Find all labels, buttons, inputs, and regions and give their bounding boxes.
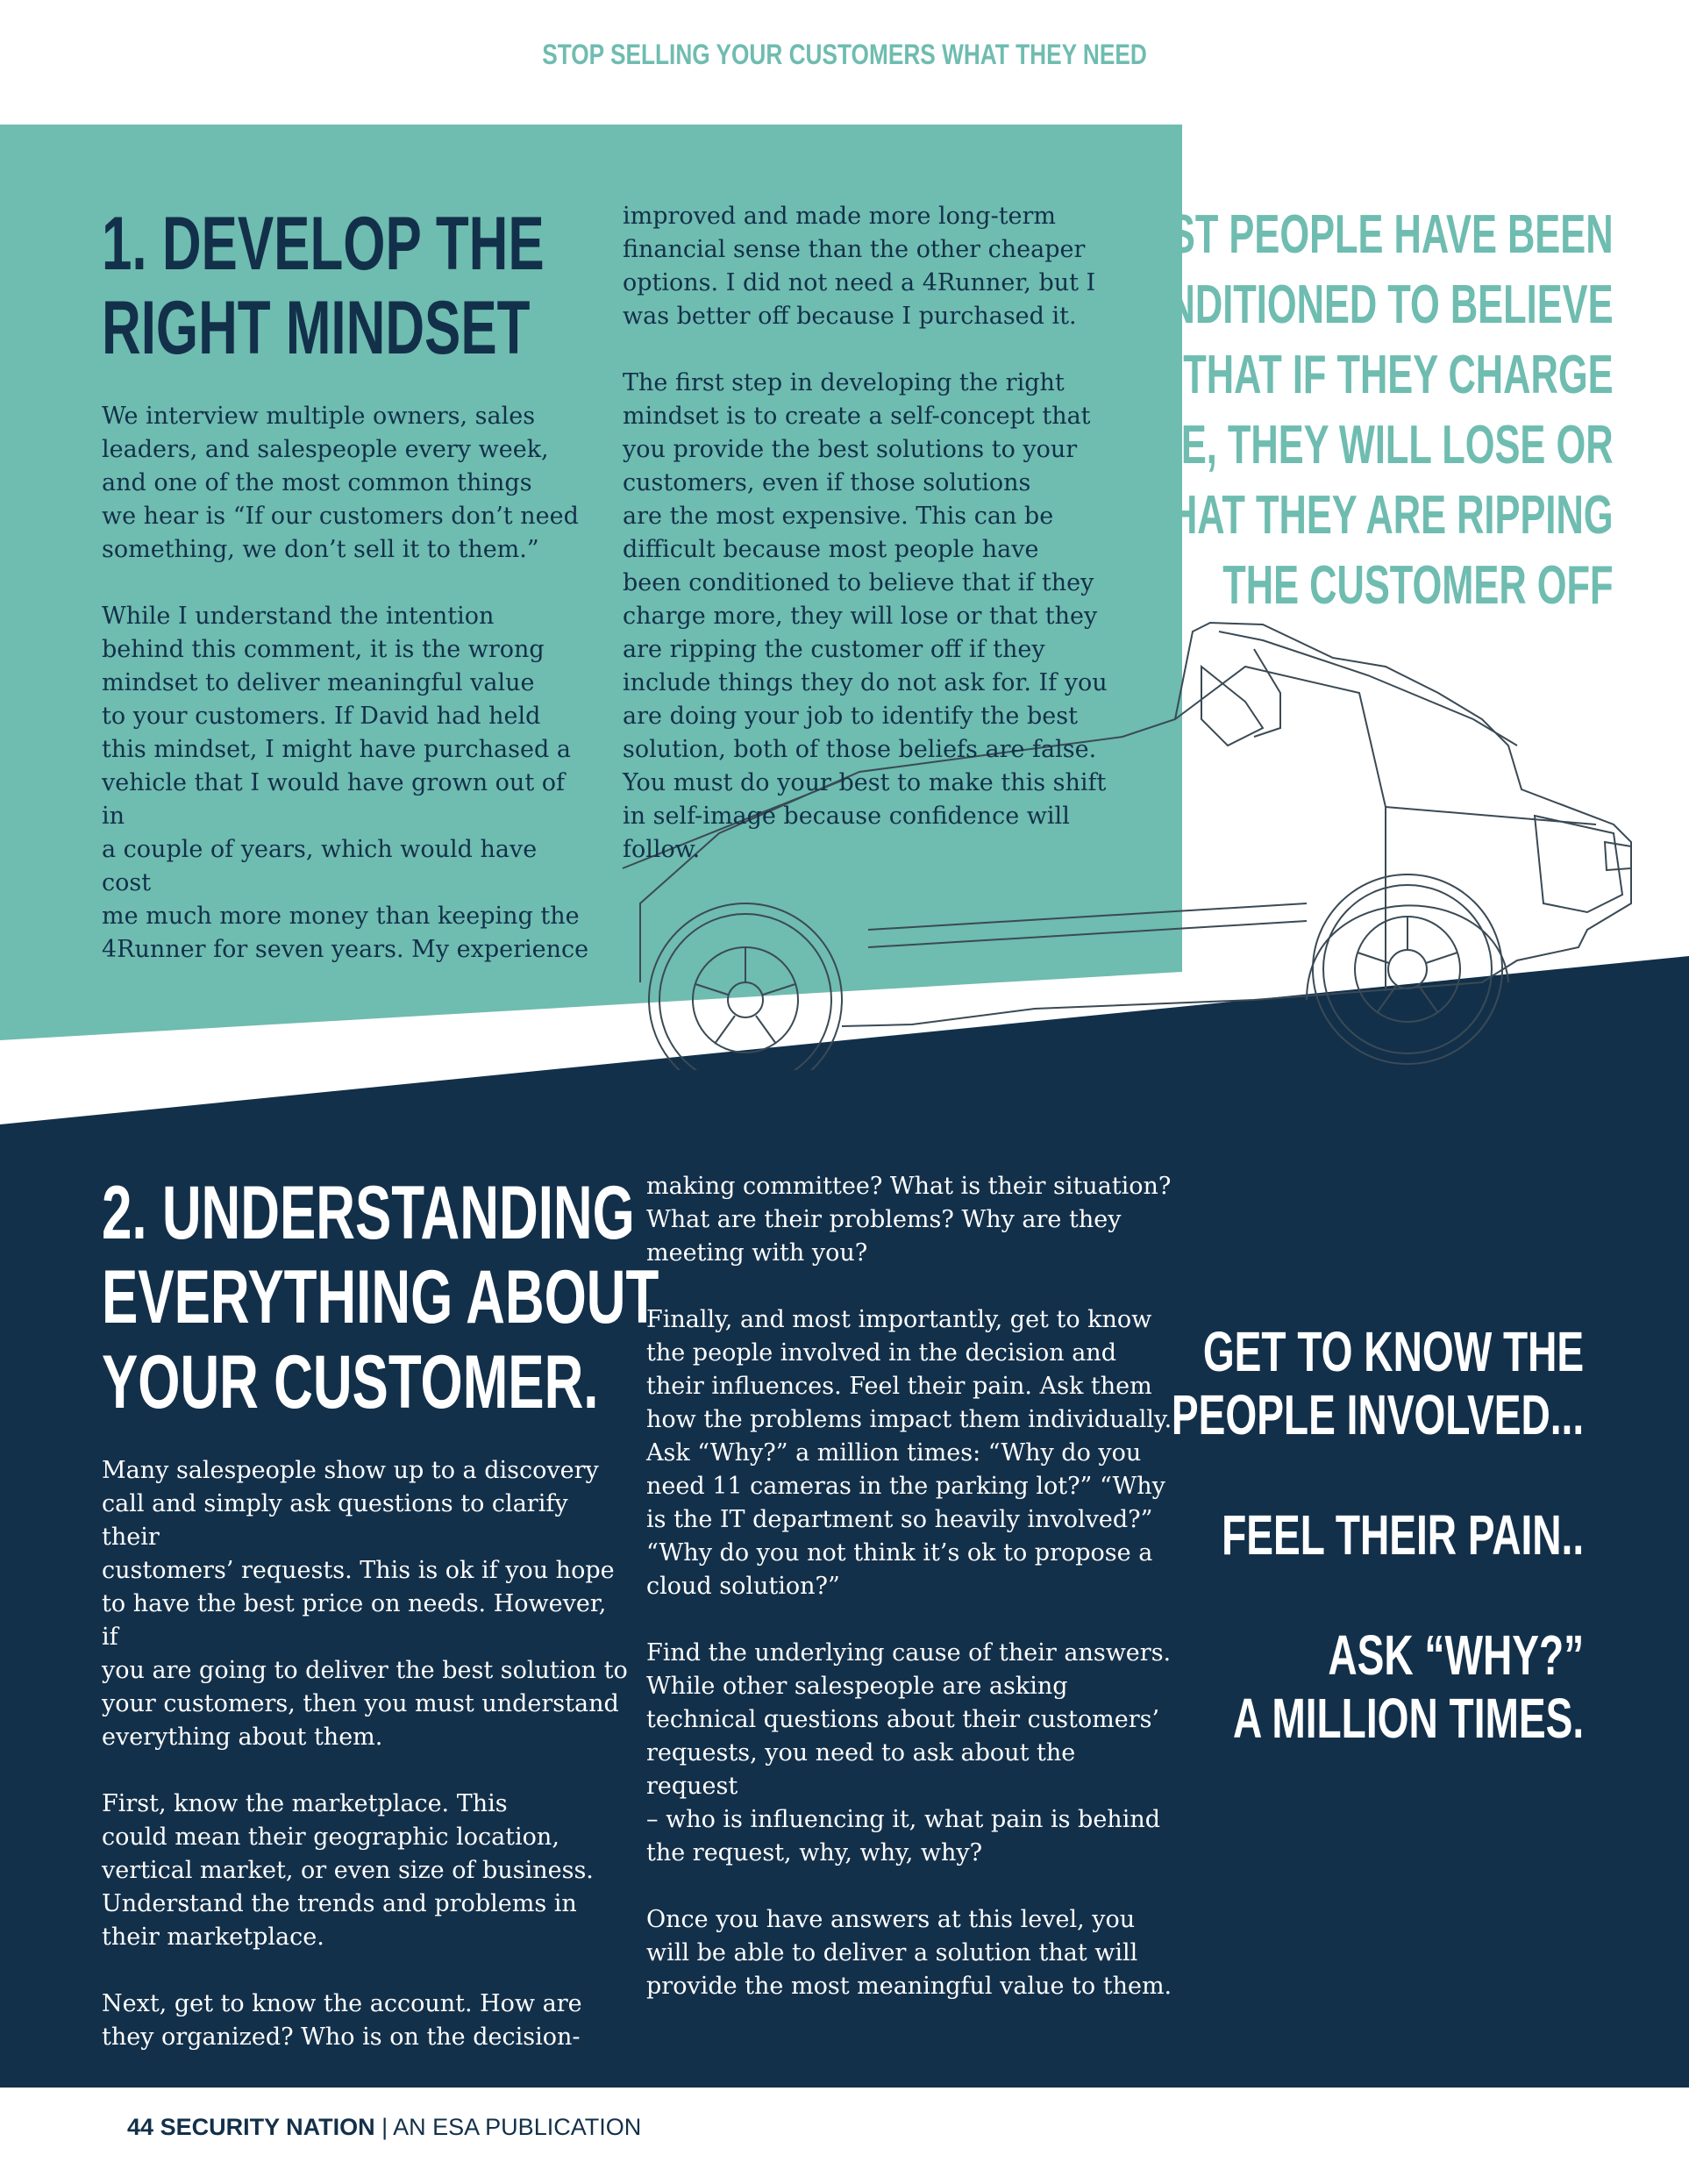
pull-quote-line: THE CUSTOMER OFF [1222, 555, 1614, 616]
section2-heading [102, 1171, 659, 1424]
section2-column1 [102, 1454, 628, 2088]
section2-col1-paragraph1: Many salespeople show up to a discovery call and simply ask questions to clarify their customers’ requests. This is ok if you hope to have the best price on needs. However, if you are going to deliver the best solution to your customers, then you must understand everything about them. [102, 1457, 628, 1751]
section1-col1-paragraph2: While I understand the intention behind this comment, it is the wrong mindset to deliver meaningful value to your customers. If David had held this mindset, I might have purchased a vehicle that I would have grown out of in a couple of years, which would have cost me much more money than keeping the 4Runner for seven years. My experience [102, 603, 589, 963]
section2-col2-paragraph2: Finally, and most importantly, get to know the people involved in the decision and their influences. Feel their pain. Ask them how the problems impact them individually. Ask “Why?” a million times: “Why do you need 11 cameras in the parking lot?” “Why is the IT department so heavily involved?” “Why do you not think it’s ok to propose a cloud solution?” [646, 1306, 1172, 1600]
pull-quote-line: GET TO KNOW THE [1202, 1320, 1584, 1383]
section1-column2 [623, 200, 1114, 900]
pull-quote-spacer [1172, 1567, 1584, 1624]
section2-heading-line1: 2. UNDERSTANDING [102, 1171, 635, 1255]
section2-col2-paragraph4: Once you have answers at this level, you will be able to deliver a solution that will provide the most meaningful value to them. [646, 1906, 1172, 2000]
pull-quote-line: THAT IF THEY CHARGE [1183, 345, 1614, 405]
section1-col2-paragraph1: improved and made more long-term financial sense than the other cheaper options. I did not need a 4Runner, but I was better off because I purchased it. [623, 203, 1096, 330]
section2-heading-line2: EVERYTHING ABOUT [102, 1255, 659, 1340]
pull-quote-line: A MILLION TIMES. [1232, 1687, 1584, 1750]
section2-col2-paragraph3: Find the underlying cause of their answers. While other salespeople are asking technical questions about their customers’ requests, you need to ask about the request – who is influencing it, what pain is behind the request, why, why, why? [646, 1639, 1172, 1866]
pull-quote-line: FEEL THEIR PAIN.. [1221, 1503, 1584, 1567]
section1-col2-paragraph2: The first step in developing the right mindset is to create a self-concept that you provide the best solutions to your customers, even if those solutions are the most expensive. This can be difficult because most people have been conditioned to believe that if they charge more, they will lose or that they are ripping the customer off if they include things they do not ask for. If you are doing your job to identify the best solution, both of those beliefs are false. You must do your best to make this shift in self-image because confidence will follow. [623, 369, 1108, 863]
pull-quote-line: CONDITIONED TO BELIEVE [1110, 275, 1614, 335]
section2-col2-paragraph1: making committee? What is their situation? What are their problems? Why are they meeting with you? [646, 1173, 1172, 1267]
section2-column2 [646, 1170, 1172, 2037]
publication-name: SECURITY NATION [160, 2114, 375, 2140]
page-header-title: STOP SELLING YOUR CUSTOMERS WHAT THEY NEED [542, 39, 1147, 70]
page-number: 44 [127, 2114, 154, 2140]
pull-quote-line: MORE, THEY WILL LOSE OR [1093, 415, 1614, 475]
section2-col1-paragraph3: Next, get to know the account. How are they organized? Who is on the decision- [102, 1990, 582, 2051]
pull-quote-line: THAT THEY ARE RIPPING [1146, 485, 1614, 546]
section2-col1-paragraph2: First, know the marketplace. This could mean their geographic location, vertical market, or even size of business. Understand the trends and problems in their marketplace. [102, 1790, 594, 1951]
section1-heading-line2: RIGHT MINDSET [102, 286, 531, 371]
section1-pull-quote [1093, 200, 1614, 621]
section1-col1-paragraph1: We interview multiple owners, sales leaders, and salespeople every week, and one of the most common things we hear is “If our customers don’t need something, we don’t sell it to them.” [102, 403, 579, 563]
pull-quote-line: ASK “WHY?” [1328, 1624, 1584, 1687]
section1-heading-line1: 1. DEVELOP THE [102, 202, 545, 286]
section2-pull-quote [1172, 1320, 1584, 1750]
section2-heading-line3: YOUR CUSTOMER. [102, 1339, 599, 1424]
section1-column1 [102, 400, 593, 1000]
page-footer [127, 2114, 641, 2141]
section1-heading [102, 202, 545, 371]
pull-quote-line: PEOPLE INVOLVED... [1171, 1383, 1584, 1446]
publication-tagline: AN ESA PUBLICATION [393, 2114, 642, 2140]
footer-separator: | [374, 2114, 394, 2140]
pull-quote-line: MOST PEOPLE HAVE BEEN [1108, 204, 1614, 265]
pull-quote-spacer [1172, 1446, 1584, 1503]
